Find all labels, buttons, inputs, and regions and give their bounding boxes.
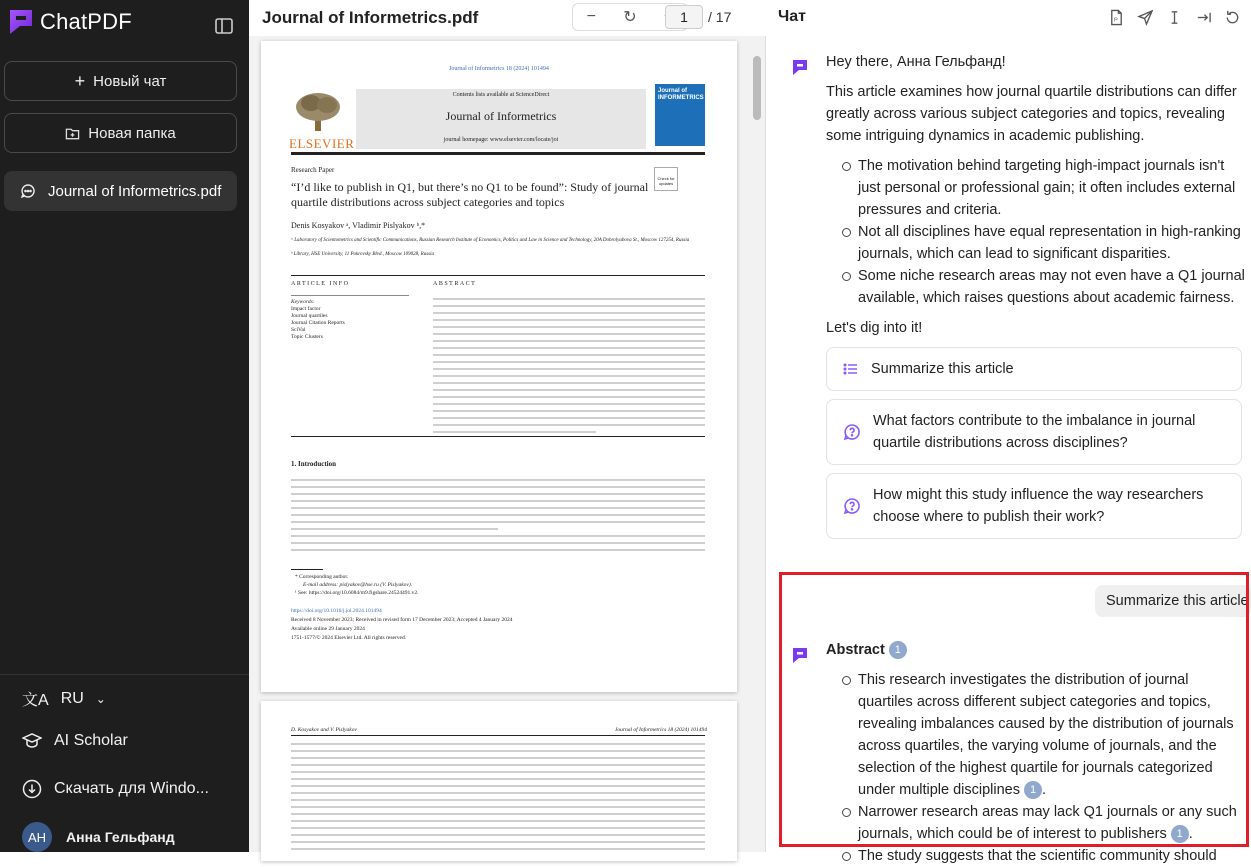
affiliation-a: ᵃ Laboratory of Scientometrics and Scientific Communications, Russian Research Institute of Economics, Politics and Law in Science and Technology, 20A Dobrolyubova St., Moscow 127254, Russia xyxy=(291,238,690,243)
journal-banner xyxy=(356,89,646,149)
app-name: ChatPDF xyxy=(40,9,132,34)
question-bubble-icon xyxy=(843,497,861,515)
download-link[interactable] xyxy=(22,779,209,799)
bot-welcome-message xyxy=(826,51,1246,339)
sidebar xyxy=(0,0,249,852)
check-updates-badge[interactable]: Check for updates xyxy=(654,167,678,191)
answer-bullet: Narrower research areas may lack Q1 journals or any such journals, which could be of interest to publishers 1 . xyxy=(842,801,1246,845)
keyword: Topic Clusters xyxy=(291,334,323,340)
new-folder-button[interactable] xyxy=(4,113,237,153)
intro-heading: 1. Introduction xyxy=(291,460,336,468)
keyword: Impact factor xyxy=(291,306,321,312)
pdf-viewer xyxy=(249,0,766,852)
sidebar-toggle-icon[interactable] xyxy=(214,16,234,36)
chat-item-label: Journal of Informetrics.pdf xyxy=(48,182,222,200)
bot-answer-message xyxy=(826,639,1246,867)
journal-homepage: journal homepage: www.elsevier.com/locate/joi xyxy=(443,137,559,143)
new-folder-label: Новая папка xyxy=(88,124,176,142)
journal-name: Journal of Informetrics xyxy=(445,109,557,123)
article-title: “I’d like to publish in Q1, but there’s no Q1 to be found”: Study of journal quartile distributions across subject categories and topics xyxy=(291,180,649,209)
page-number-input[interactable]: 1 xyxy=(665,5,703,29)
dig-in-text: Let's dig into it! xyxy=(826,320,923,336)
keyword: SciVal xyxy=(291,327,306,333)
keywords-list xyxy=(291,299,345,341)
online-date: Available online 29 January 2024 xyxy=(291,626,365,632)
affiliation-b: ᵇ Library, HSE University, 11 Pokrovsky Blvd., Moscow 109028, Russia xyxy=(291,252,434,257)
pdf-page-1 xyxy=(261,41,737,692)
contents-line: Contents lists available at ScienceDirect xyxy=(452,92,550,98)
svg-text:P: P xyxy=(1113,17,1118,24)
intro-text: This article examines how journal quartile distributions can differ greatly across various subject categories and topics, revealing some intriguing dynamics in academic publishing. xyxy=(826,84,1237,144)
publisher-logo-text: ELSEVIER xyxy=(289,136,355,151)
sidebar-chat-item[interactable] xyxy=(4,171,237,211)
chatpdf-logo-icon xyxy=(6,6,36,38)
chat-bubble-icon xyxy=(20,183,36,199)
keywords-label: Keywords: xyxy=(291,299,315,305)
user-message: Summarize this article xyxy=(1095,585,1251,617)
answer-bullet-text: Narrower research areas may lack Q1 journals or any such journals, which could be of interest to publishers xyxy=(858,804,1237,842)
pdf-page-2 xyxy=(261,701,737,861)
language-selector[interactable] xyxy=(22,687,106,710)
download-label: Скачать для Windo... xyxy=(54,780,209,797)
summary-bullet: Some niche research areas may not even have a Q1 journal available, which raises questions about academic fairness. xyxy=(842,265,1246,309)
doi-link[interactable]: https://doi.org/10.1016/j.joi.2024.101494 xyxy=(291,608,382,614)
summary-bullet: Not all disciplines have equal representation in high-ranking journals, which can lead to significant disparities. xyxy=(842,221,1246,265)
cover-text: Journal of INFORMETRICS xyxy=(658,88,704,101)
running-head-left: D. Kosyakov and V. Pislyakov xyxy=(291,727,357,733)
article-info-heading: ARTICLE INFO xyxy=(291,281,350,287)
answer-bullet-text: This research investigates the distribution of journal quartiles across different subject categories and topics, revealing imbalances caused by the distribution of journals across quartiles, the varying volume of journals, and the selection of the highest quartile for journals categorized under multiple disciplines xyxy=(858,672,1234,798)
email-line: E-mail address: pislyakov@hse.ru (V. Pislyakov). xyxy=(303,582,413,588)
logo[interactable] xyxy=(6,6,132,38)
page-citation: Journal of Informetrics 18 (2024) 101494 xyxy=(449,66,549,72)
citation-badge[interactable]: 1 xyxy=(1024,781,1042,799)
ai-scholar-link[interactable] xyxy=(22,731,128,751)
chat-toolbar xyxy=(1108,9,1241,26)
expand-arrow-icon[interactable] xyxy=(1195,9,1212,26)
rotate-icon[interactable]: ↻ xyxy=(623,9,637,26)
keyword: Journal Citation Reports xyxy=(291,320,345,326)
article-type: Research Paper xyxy=(291,166,335,174)
bot-avatar-icon xyxy=(790,645,810,665)
running-head-right: Journal of Informetrics 18 (2024) 101494 xyxy=(614,727,707,733)
export-pdf-icon[interactable] xyxy=(1108,9,1125,26)
reset-icon[interactable] xyxy=(1224,9,1241,26)
suggestion-label: Summarize this article xyxy=(871,361,1014,377)
header-rule xyxy=(291,152,705,155)
graduation-cap-icon xyxy=(22,731,42,751)
pdf-title: Journal of Informetrics.pdf xyxy=(262,8,479,27)
answer-bullet: This research investigates the distribution of journal quartiles across different subject categories and topics, revealing imbalances caused by the distribution of journals across quartiles, the varying volume of journals, and the selection of the highest quartile for journals categorized under multiple disciplines 1 . xyxy=(842,669,1246,801)
citation-badge[interactable]: 1 xyxy=(889,641,907,659)
pdf-scrollbar[interactable] xyxy=(753,56,761,120)
translate-icon: 文A xyxy=(22,692,49,709)
keyword: Journal quartiles xyxy=(291,313,328,319)
greeting: Hey there, Анна Гельфанд! xyxy=(826,54,1006,70)
folder-plus-icon xyxy=(65,126,80,141)
zoom-out-icon[interactable]: − xyxy=(586,8,596,25)
received-dates: Received 8 November 2023; Received in revised form 17 December 2023; Accepted 4 January 2024 xyxy=(291,617,513,623)
new-chat-label: Новый чат xyxy=(93,72,167,90)
chevron-down-icon: ⌄ xyxy=(95,691,106,706)
suggestion-label: What factors contribute to the imbalance in journal quartile distributions across disciplines? xyxy=(873,413,1196,451)
chat-title: Чат xyxy=(778,8,806,25)
list-icon xyxy=(843,361,859,377)
suggestion-label: How might this study influence the way researchers choose where to publish their work? xyxy=(873,487,1204,525)
ai-scholar-label: AI Scholar xyxy=(54,732,128,749)
page-2-body xyxy=(291,743,705,855)
answer-heading: Abstract xyxy=(826,642,885,658)
chat-panel xyxy=(766,0,1251,864)
bot-avatar-icon xyxy=(790,57,810,77)
journal-cover xyxy=(655,84,705,146)
suggestion-question[interactable] xyxy=(826,473,1242,539)
send-share-icon[interactable] xyxy=(1137,9,1154,26)
user-profile[interactable] xyxy=(22,822,175,852)
suggestion-summarize[interactable] xyxy=(826,347,1242,391)
rights-line: 1751-1577/© 2024 Elsevier Ltd. All rights reserved. xyxy=(291,635,407,641)
summary-bullet: The motivation behind targeting high-impact journals isn't just personal or professional gain; it often includes external pressures and criteria. xyxy=(842,155,1246,221)
text-cursor-icon[interactable] xyxy=(1166,9,1183,26)
info-rule xyxy=(291,275,705,276)
avatar: АН xyxy=(22,822,52,852)
footnote-see: ¹ See: https://doi.org/10.6084/m9.figshare.24524491.v2. xyxy=(295,590,419,596)
new-chat-button[interactable] xyxy=(4,61,237,101)
citation-badge[interactable]: 1 xyxy=(1171,825,1189,843)
user-name: Анна Гельфанд xyxy=(66,829,175,845)
question-bubble-icon xyxy=(843,423,861,441)
intro-body xyxy=(291,479,705,556)
suggestion-question[interactable] xyxy=(826,399,1242,465)
abstract-heading: ABSTRACT xyxy=(433,281,477,287)
pdf-header xyxy=(249,0,766,36)
authors: Denis Kosyakov ᵃ, Vladimir Pislyakov ᵇ,* xyxy=(291,221,426,230)
page-total: / 17 xyxy=(708,9,732,25)
plus-icon: + xyxy=(74,70,86,91)
corresponding-author: * Corresponding author. xyxy=(295,574,349,580)
abstract-body xyxy=(433,298,705,438)
download-icon xyxy=(22,779,42,799)
elsevier-tree-icon xyxy=(291,89,345,135)
sidebar-divider xyxy=(0,674,249,675)
chat-header xyxy=(766,0,1251,36)
language-label: RU xyxy=(60,689,84,707)
answer-bullet: The study suggests that the scientific community should xyxy=(842,845,1246,867)
